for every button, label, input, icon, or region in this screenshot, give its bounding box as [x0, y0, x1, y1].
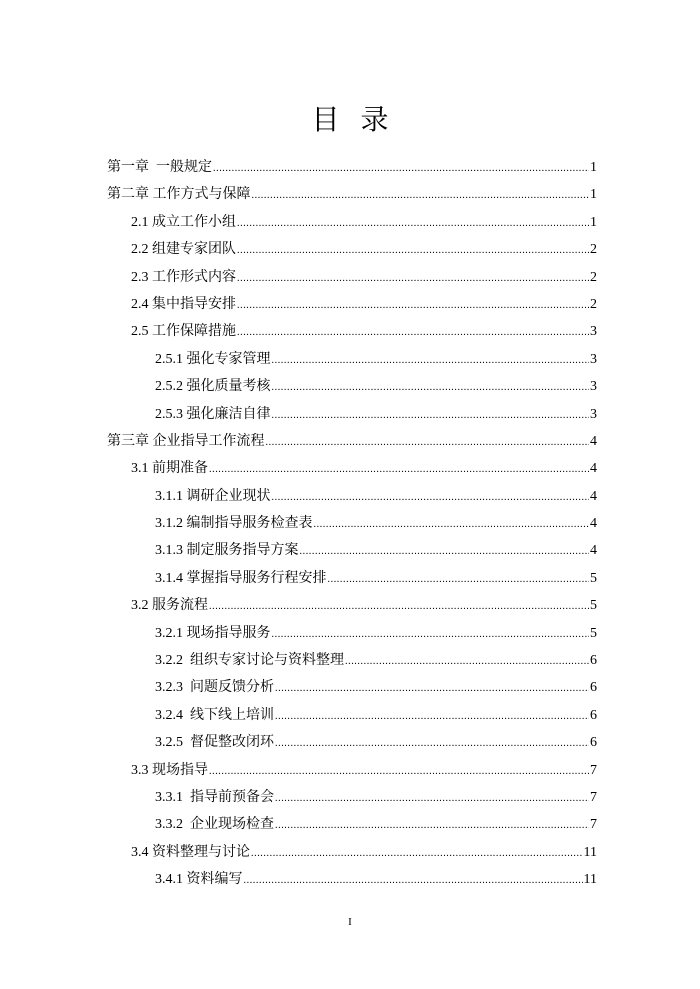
- toc-entry-label: 第二章 工作方式与保障: [107, 187, 251, 203]
- toc-entry-page-number: 5: [590, 598, 597, 614]
- toc-entry: [107, 565, 597, 592]
- footer-page-number: I: [348, 916, 352, 928]
- toc-entry-page-number: 1: [590, 160, 597, 175]
- toc-entry: [107, 537, 597, 564]
- toc-entry-page-number: 7: [590, 789, 597, 805]
- toc-dot-leader: [328, 566, 590, 593]
- toc-dot-leader: [275, 730, 589, 757]
- toc-dot-leader: [209, 758, 589, 785]
- toc-entry-label: 2.5.3 强化廉洁自律: [155, 406, 271, 422]
- toc-entry-page-number: 7: [590, 762, 597, 778]
- toc-entry: [107, 866, 597, 893]
- toc-entry-label: 3.1 前期准备: [131, 461, 208, 477]
- toc-dot-leader: [213, 155, 589, 182]
- toc-entry-label: 3.2.3 问题反馈分析: [155, 680, 274, 696]
- toc-entry: [107, 373, 597, 400]
- toc-dot-leader: [237, 210, 589, 237]
- toc-dot-leader: [275, 785, 589, 812]
- toc-entry: [107, 264, 597, 291]
- toc-entry: [107, 592, 597, 619]
- toc-entry: [107, 729, 597, 756]
- toc-entry-page-number: 4: [590, 516, 597, 532]
- toc-dot-leader: [237, 292, 589, 319]
- toc-entry-page-number: 4: [590, 433, 597, 449]
- toc-entry: [107, 154, 597, 181]
- toc-entry-label: 第一章 一般规定: [107, 160, 212, 175]
- toc-entry-page-number: 6: [590, 680, 597, 696]
- toc-entry-page-number: 1: [590, 214, 597, 230]
- toc-entry: [107, 674, 597, 701]
- toc-entry-label: 3.1.4 掌握指导服务行程安排: [155, 570, 327, 586]
- toc-dot-leader: [237, 237, 589, 264]
- toc-entry-label: 3.2.1 现场指导服务: [155, 625, 271, 641]
- toc-entry-label: 3.2 服务流程: [131, 598, 208, 614]
- toc-entry-page-number: 3: [590, 406, 597, 422]
- toc-dot-leader: [237, 319, 589, 346]
- toc-entry-label: 第三章 企业指导工作流程: [107, 433, 265, 449]
- toc-entry-page-number: 11: [583, 872, 597, 888]
- toc-entry-page-number: 2: [590, 296, 597, 312]
- toc-entry-page-number: 4: [590, 488, 597, 504]
- toc-dot-leader: [345, 648, 589, 675]
- toc-entry-label: 2.3 工作形式内容: [131, 269, 236, 285]
- toc-dot-leader: [252, 182, 590, 209]
- toc-entry-page-number: 4: [590, 461, 597, 477]
- toc-dot-leader: [275, 703, 589, 730]
- toc-entry-page-number: 3: [590, 351, 597, 367]
- toc-entry-page-number: 6: [590, 707, 597, 723]
- toc-dot-leader: [275, 812, 589, 839]
- toc-entry-label: 2.2 组建专家团队: [131, 242, 236, 258]
- toc-dot-leader: [300, 538, 590, 565]
- toc-dot-leader: [314, 511, 590, 538]
- toc-entry: [107, 839, 597, 866]
- toc-entry: [107, 236, 597, 263]
- toc-entry: [107, 455, 597, 482]
- toc-entry-label: 3.4 资料整理与讨论: [131, 844, 250, 860]
- toc-entry: [107, 620, 597, 647]
- toc-entry: [107, 702, 597, 729]
- toc-entry-label: 3.2.4 线下线上培训: [155, 707, 274, 723]
- toc-entry-page-number: 7: [590, 817, 597, 833]
- toc-entry-label: 2.1 成立工作小组: [131, 214, 236, 230]
- toc-entry: [107, 401, 597, 428]
- toc-entry-label: 2.5.2 强化质量考核: [155, 379, 271, 395]
- toc-entry: [107, 647, 597, 674]
- toc-entry-label: 3.1.1 调研企业现状: [155, 488, 271, 504]
- toc-entry-page-number: 2: [590, 269, 597, 285]
- toc-dot-leader: [272, 347, 590, 374]
- toc-entry-page-number: 5: [590, 625, 597, 641]
- toc-entry: [107, 318, 597, 345]
- toc-entry-page-number: 6: [590, 653, 597, 669]
- toc-dot-leader: [209, 456, 589, 483]
- toc-entry-label: 3.2.2 组织专家讨论与资料整理: [155, 653, 344, 669]
- toc-dot-leader: [266, 429, 590, 456]
- toc-dot-leader: [244, 867, 583, 894]
- table-of-contents: [107, 154, 597, 894]
- toc-entry: [107, 811, 597, 838]
- toc-dot-leader: [272, 402, 590, 429]
- toc-entry: [107, 181, 597, 208]
- toc-entry: [107, 291, 597, 318]
- toc-entry: [107, 428, 597, 455]
- toc-entry-page-number: 5: [590, 570, 597, 586]
- toc-entry: [107, 784, 597, 811]
- page-title: 目 录: [311, 103, 389, 136]
- toc-entry: [107, 209, 597, 236]
- toc-dot-leader: [275, 675, 589, 702]
- toc-entry: [107, 483, 597, 510]
- toc-entry: [107, 757, 597, 784]
- toc-entry-label: 3.2.5 督促整改闭环: [155, 735, 274, 751]
- toc-entry-label: 3.3.1 指导前预备会: [155, 789, 274, 805]
- toc-entry-label: 3.3 现场指导: [131, 762, 208, 778]
- toc-entry-label: 3.3.2 企业现场检查: [155, 817, 274, 833]
- toc-entry: [107, 346, 597, 373]
- toc-dot-leader: [272, 484, 590, 511]
- toc-entry-page-number: 3: [590, 324, 597, 340]
- toc-entry-page-number: 3: [590, 379, 597, 395]
- toc-entry-label: 2.5 工作保障措施: [131, 324, 236, 340]
- toc-entry-page-number: 4: [590, 543, 597, 559]
- toc-dot-leader: [272, 374, 590, 401]
- toc-dot-leader: [209, 593, 589, 620]
- toc-entry-page-number: 11: [583, 844, 597, 860]
- toc-dot-leader: [272, 621, 590, 648]
- toc-entry: [107, 510, 597, 537]
- toc-dot-leader: [237, 265, 589, 292]
- toc-entry-label: 3.1.3 制定服务指导方案: [155, 543, 299, 559]
- toc-entry-page-number: 2: [590, 242, 597, 258]
- toc-entry-page-number: 1: [590, 187, 597, 203]
- toc-entry-label: 3.4.1 资料编写: [155, 872, 243, 888]
- toc-entry-label: 2.4 集中指导安排: [131, 296, 236, 312]
- toc-dot-leader: [251, 840, 583, 867]
- toc-entry-label: 2.5.1 强化专家管理: [155, 351, 271, 367]
- toc-entry-page-number: 6: [590, 735, 597, 751]
- toc-entry-label: 3.1.2 编制指导服务检查表: [155, 516, 313, 532]
